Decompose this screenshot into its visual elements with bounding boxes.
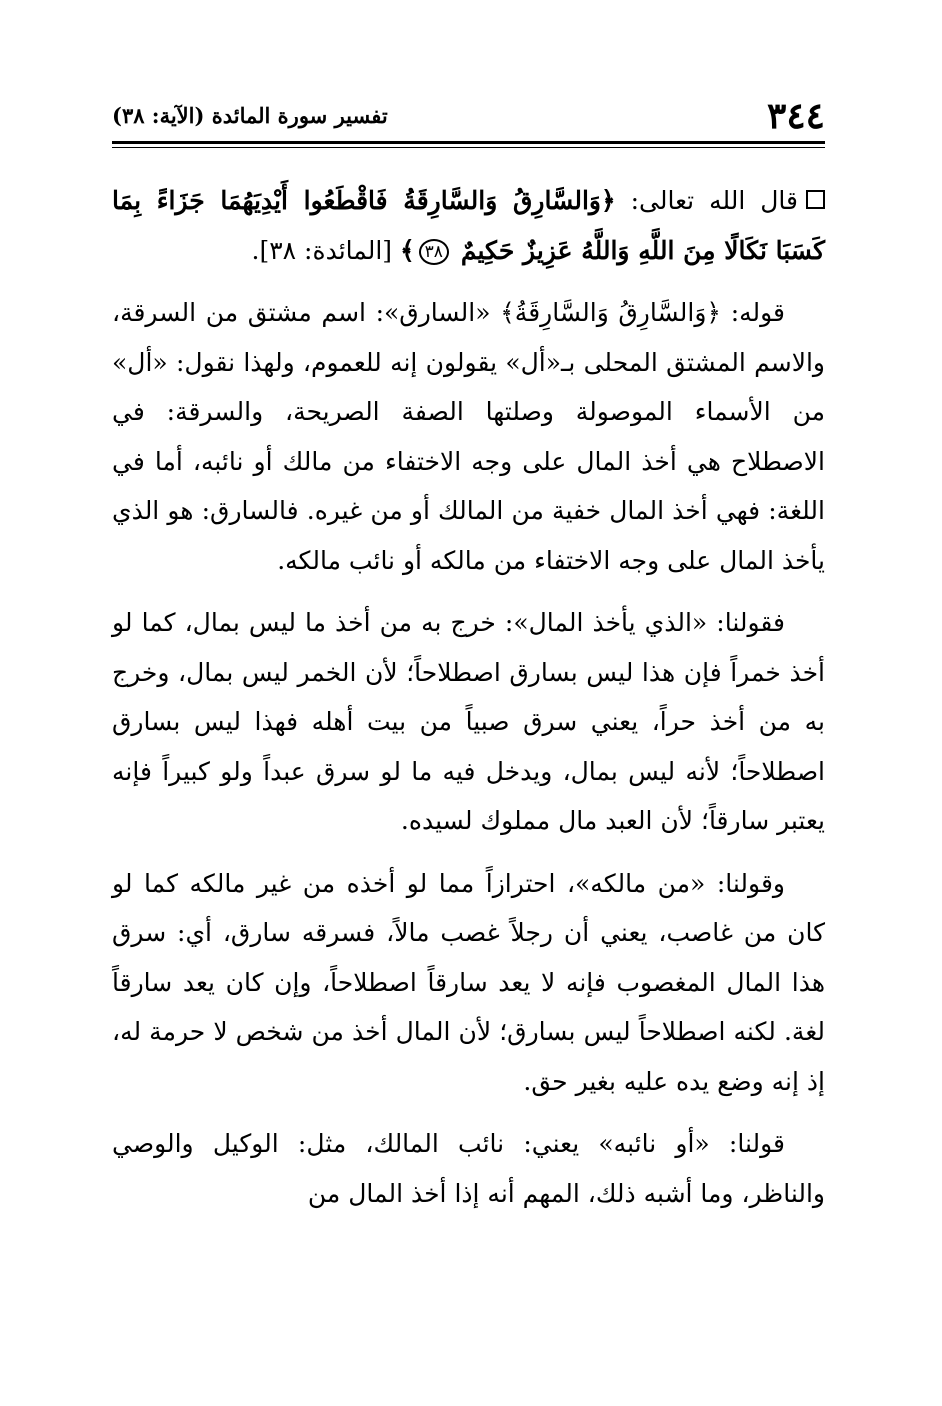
header-rule-thick xyxy=(112,141,825,144)
ayah-number-marker: ٣٨ xyxy=(419,239,449,265)
header-rule-thin xyxy=(112,147,825,148)
commentary-paragraph-1: قوله: ﴿وَالسَّارِقُ وَالسَّارِقَةُ﴾ «السارق»: اسم مشتق من السرقة، والاسم المشتق المحلى بـ«أل» يقولون إنه للعموم، ولهذا نقول: «أل» من الأسماء الموصولة وصلتها الصفة الصريحة، والسرقة: في الاصطلاح هي أخذ المال على وجه الاختفاء من مالك أو نائبه، أما في اللغة: فهي أخذ المال خفية من المالك أو من غيره. فالسارق: هو الذي يأخذ المال على وجه الاختفاء من مالكه أو نائب مالكه. xyxy=(112,298,825,575)
page-header xyxy=(112,92,825,140)
commentary-paragraph-2: فقولنا: «الذي يأخذ المال»: خرج به من أخذ ما ليس بمال، كما لو أخذ خمراً فإن هذا ليس بسارق اصطلاحاً؛ لأن الخمر ليس بمال، وخرج به من أخذ حراً، يعني سرق صبياً من بيت أهله فهذا ليس بسارق اصطلاحاً؛ لأنه ليس بمال، ويدخل فيه ما لو سرق عبداً ولو كبيراً فإنه يعتبر سارقاً؛ لأن العبد مال مملوك لسيده. xyxy=(112,608,825,835)
verse-intro: قال الله تعالى: xyxy=(630,186,798,215)
commentary-paragraph-3: وقولنا: «من مالكه»، احترازاً مما لو أخذه من غير مالكه كما لو كان من غاصب، يعني أن رجلاً غصب مالاً، فسرقه سارق، أي: سرق هذا المال المغصوب فإنه لا يعد سارقاً اصطلاحاً، وإن كان يعد سارقاً لغة. لكنه اصطلاحاً ليس بسارق؛ لأن المال أخذ من شخص لا حرمة له، إذ إنه وضع يده عليه بغير حق. xyxy=(112,868,825,1096)
commentary-paragraph-4: قولنا: «أو نائبه» يعني: نائب المالك، مثل: الوكيل والوصي والناظر، وما أشبه ذلك، المهم أنه إذا أخذ المال من xyxy=(112,1129,825,1208)
page-body xyxy=(112,176,825,1218)
running-title: تفسير سورة المائدة (الآية: ٣٨) xyxy=(112,103,388,128)
quran-verse-text: ﴿وَالسَّارِقُ وَالسَّارِقَةُ فَاقْطَعُوا أَيْدِيَهُمَا جَزَاءً بِمَا كَسَبَا نَكَالًا مِنَ اللَّهِ وَاللَّهُ عَزِيزٌ حَكِيمٌ xyxy=(112,186,825,265)
verse-reference: [المائدة: ٣٨]. xyxy=(251,235,393,265)
quran-close-bracket: ﴾ xyxy=(400,235,415,265)
page-number: ٣٤٤ xyxy=(766,95,825,137)
verse-paragraph xyxy=(112,176,825,275)
square-bullet-icon xyxy=(806,190,825,209)
